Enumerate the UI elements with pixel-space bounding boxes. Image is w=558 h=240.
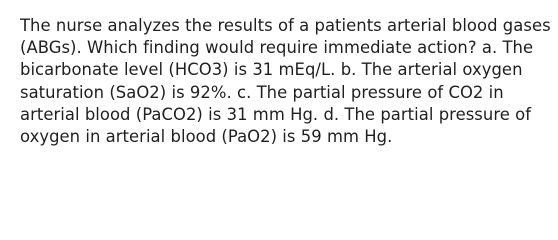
question-line: oxygen in arterial blood (PaO2) is 59 mm Hg. bbox=[20, 127, 393, 147]
question-line: saturation (SaO2) is 92%. c. The partial pressure of CO2 in bbox=[20, 82, 504, 102]
question-line: arterial blood (PaCO2) is 31 mm Hg. d. The partial pressure of bbox=[20, 104, 532, 124]
question-line: The nurse analyzes the results of a patients arterial blood gases bbox=[20, 16, 551, 35]
question-text bbox=[20, 15, 551, 148]
question-line: (ABGs). Which finding would require immediate action? a. The bbox=[20, 38, 534, 58]
question-line: bicarbonate level (HCO3) is 31 mEq/L. b. The arterial oxygen bbox=[20, 60, 523, 80]
